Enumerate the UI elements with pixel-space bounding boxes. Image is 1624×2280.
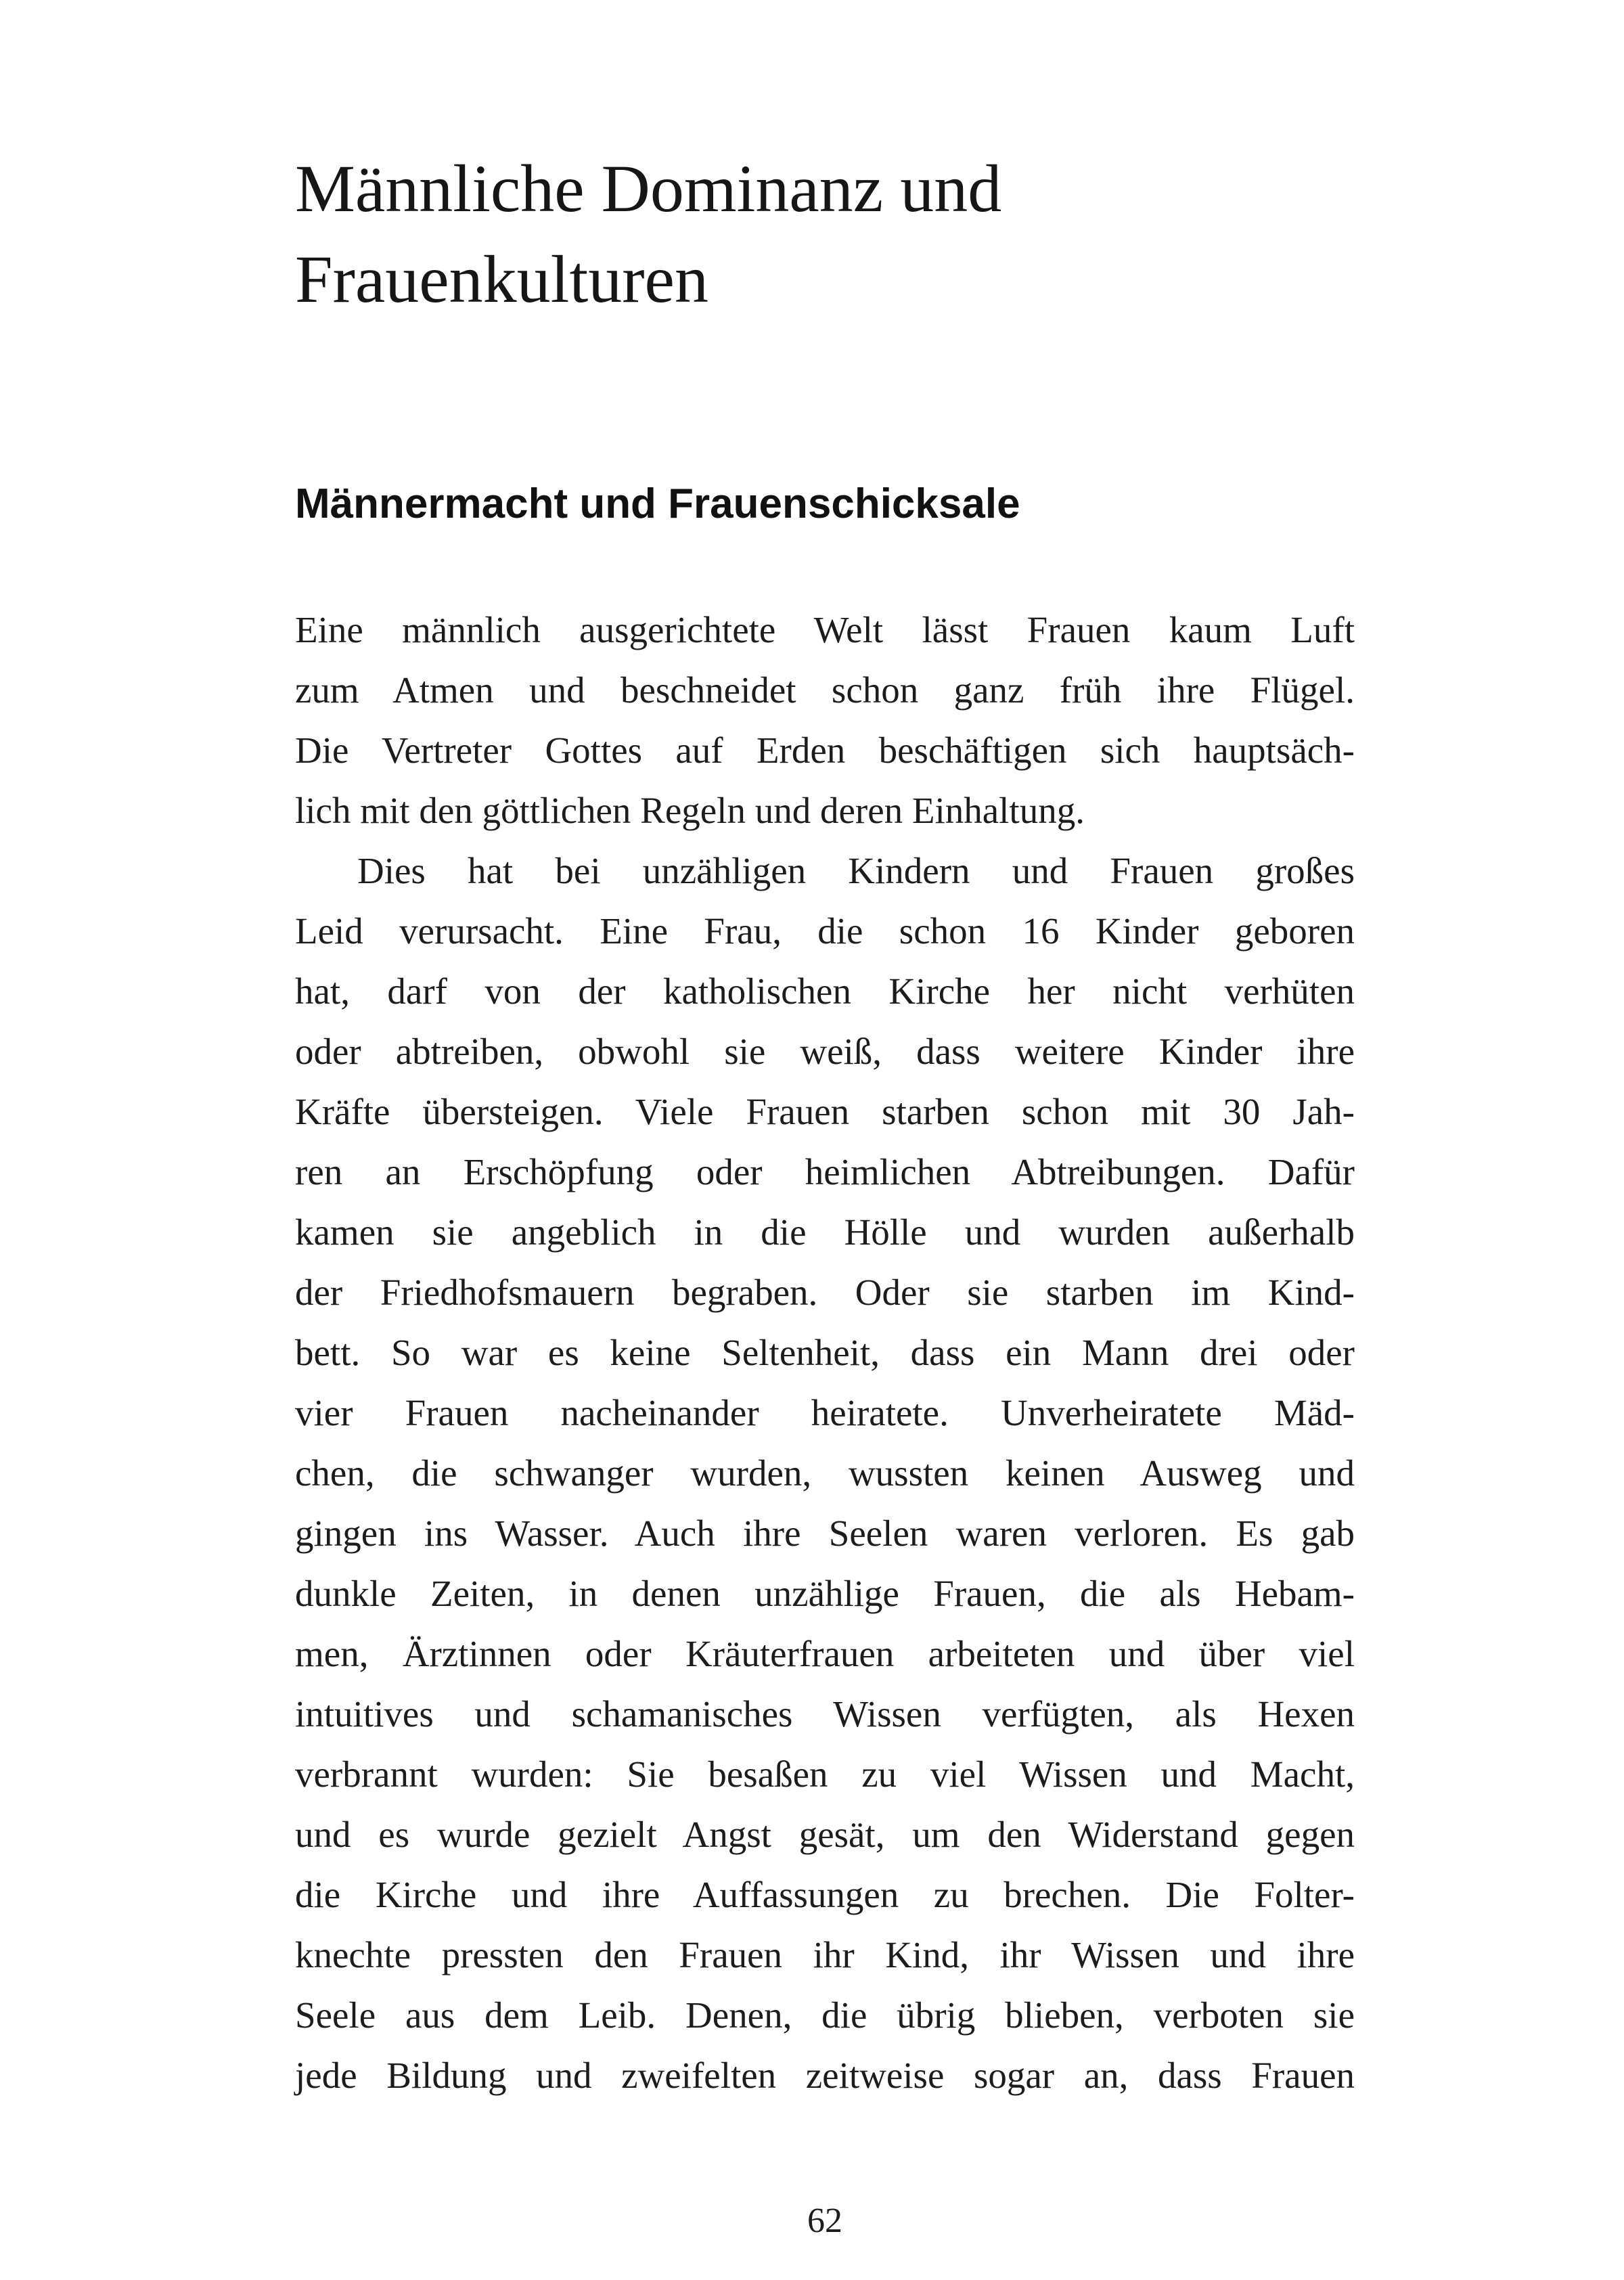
text-line: Leid verursacht. Eine Frau, die schon 16 Kinder geboren — [295, 910, 1355, 952]
text-line: Kräfte übersteigen. Viele Frauen starben schon mit 30 Jah- — [295, 1091, 1355, 1132]
text-line: Die Vertreter Gottes auf Erden beschäftigen sich hauptsäch- — [295, 730, 1355, 771]
text-line: Eine männlich ausgerichtete Welt lässt Frauen kaum Luft — [295, 609, 1355, 650]
text-line: dunkle Zeiten, in denen unzählige Frauen, die als Hebam- — [295, 1573, 1355, 1614]
text-line: lich mit den göttlichen Regeln und deren Einhaltung. — [295, 790, 1085, 831]
text-line: oder abtreiben, obwohl sie weiß, dass weitere Kinder ihre — [295, 1031, 1355, 1072]
body-text — [295, 600, 1355, 2105]
text-line: ren an Erschöpfung oder heimlichen Abtreibungen. Dafür — [295, 1151, 1355, 1192]
text-line: Dies hat bei unzähligen Kindern und Frauen großes — [357, 850, 1355, 891]
text-line: chen, die schwanger wurden, wussten keinen Ausweg und — [295, 1452, 1355, 1494]
text-line: knechte pressten den Frauen ihr Kind, ihr Wissen und ihre — [295, 1934, 1355, 1975]
text-line: zum Atmen und beschneidet schon ganz früh ihre Flügel. — [295, 669, 1355, 711]
text-line: und es wurde gezielt Angst gesät, um den Widerstand gegen — [295, 1814, 1355, 1855]
text-line: die Kirche und ihre Auffassungen zu brechen. Die Folter- — [295, 1874, 1355, 1915]
paragraph — [295, 600, 1355, 841]
text-line: der Friedhofsmauern begraben. Oder sie starben im Kind- — [295, 1272, 1355, 1313]
text-line: men, Ärztinnen oder Kräuterfrauen arbeiteten und über viel — [295, 1633, 1355, 1674]
section-heading: Männermacht und Frauenschicksale — [295, 480, 1020, 527]
text-line: bett. So war es keine Seltenheit, dass ein Mann drei oder — [295, 1332, 1355, 1373]
chapter-title: Männliche Dominanz und Frauenkulturen — [295, 151, 1002, 317]
text-line: Seele aus dem Leib. Denen, die übrig blieben, verboten sie — [295, 1994, 1355, 2036]
text-line: vier Frauen nacheinander heiratete. Unverheiratete Mäd- — [295, 1392, 1355, 1433]
text-line: jede Bildung und zweifelten zeitweise sogar an, dass Frauen — [295, 2055, 1355, 2096]
text-line: hat, darf von der katholischen Kirche her nicht verhüten — [295, 970, 1355, 1012]
text-line: intuitives und schamanisches Wissen verfügten, als Hexen — [295, 1693, 1355, 1735]
text-line: kamen sie angeblich in die Hölle und wurden außerhalb — [295, 1211, 1355, 1253]
text-line: verbrannt wurden: Sie besaßen zu viel Wissen und Macht, — [295, 1753, 1355, 1795]
paragraph — [295, 841, 1355, 2105]
page-number: 62 — [807, 2201, 842, 2240]
text-line: gingen ins Wasser. Auch ihre Seelen waren verloren. Es gab — [295, 1513, 1355, 1554]
